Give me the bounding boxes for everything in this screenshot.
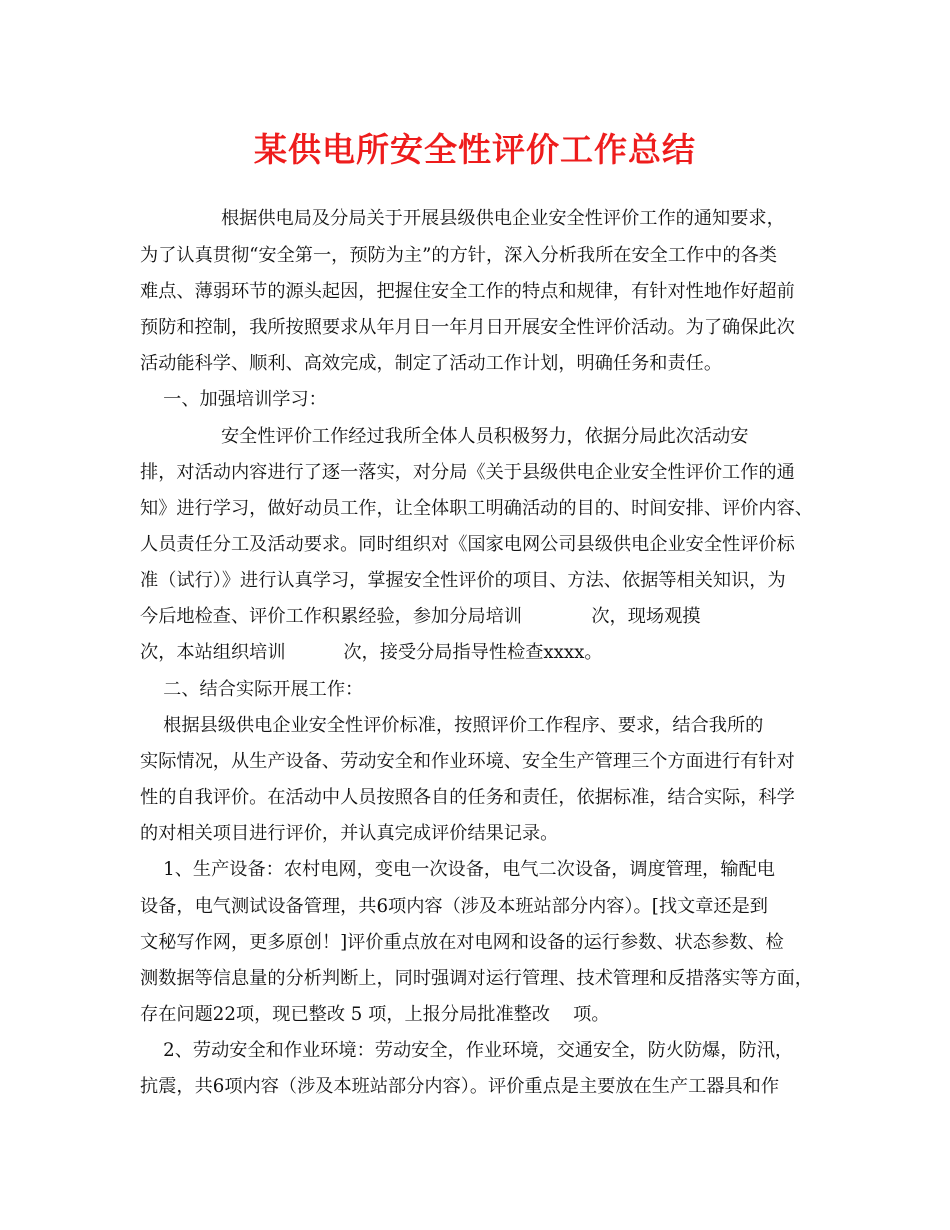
paragraph-line: 设备，电气测试设备管理，共6项内容（涉及本班站部分内容）。[找文章还是到 xyxy=(140,896,768,917)
paragraph-line: 为了认真贯彻“安全第一，预防为主”的方针，深入分析我所在安全工作中的各类 xyxy=(140,245,777,266)
paragraph-line: 排，对活动内容进行了逐一落实，对分局《关于县级供电企业安全性评价工作的通 xyxy=(140,462,795,483)
paragraph-line: 测数据等信息量的分析判断上，同时强调对运行管理、技术管理和反措落实等方面， xyxy=(140,968,813,989)
paragraph-line: 文秘写作网，更多原创！]评价重点放在对电网和设备的运行参数、状态参数、检 xyxy=(140,932,784,953)
paragraph-line: 2、劳动安全和作业环境：劳动安全，作业环境，交通安全，防火防爆，防汛， xyxy=(140,1040,794,1061)
paragraph-line: 预防和控制，我所按照要求从年月日一年月日开展安全性评价活动。为了确保此次 xyxy=(140,317,795,338)
paragraph-line: 安全性评价工作经过我所全体人员积极努力，依据分局此次活动安 xyxy=(140,426,749,447)
paragraph-line: 存在问题22项，现已整改 5 项，上报分局批准整改 项。 xyxy=(140,1004,610,1025)
paragraph-line: 活动能科学、顺利、高效完成，制定了活动工作计划，明确任务和责任。 xyxy=(140,353,723,374)
paragraph-line: 实际情况，从生产设备、劳动安全和作业环境、安全生产管理三个方面进行有针对 xyxy=(140,751,795,772)
paragraph-line: 根据供电局及分局关于开展县级供电企业安全性评价工作的通知要求， xyxy=(140,208,785,229)
paragraph-line: 今后地检查、评价工作积累经验，参加分局培训 次，现场观摸 xyxy=(140,606,701,627)
document-title: 某供电所安全性评价工作总结 xyxy=(254,130,696,169)
section-heading: 一、加强培训学习： xyxy=(140,389,327,410)
section-heading: 二、结合实际开展工作： xyxy=(140,679,364,700)
paragraph-line: 难点、薄弱环节的源头起因，把握住安全工作的特点和规律，有针对性地作好超前 xyxy=(140,281,795,302)
paragraph-line: 次，本站组织培训 次，接受分局指导性检查xxxx。 xyxy=(140,642,603,663)
paragraph-line: 知》进行学习，做好动员工作，让全体职工明确活动的目的、时间安排、评价内容、 xyxy=(140,498,813,519)
paragraph-line: 的对相关项目进行评价，并认真完成评价结果记录。 xyxy=(140,823,559,844)
paragraph-line: 根据县级供电企业安全性评价标准，按照评价工作程序、要求，结合我所的 xyxy=(140,715,764,736)
paragraph-line: 准（试行）》进行认真学习，掌握安全性评价的项目、方法、依据等相关知识，为 xyxy=(140,570,786,591)
paragraph-line: 抗震，共6项内容（涉及本班站部分内容）。评价重点是主要放在生产工器具和作 xyxy=(140,1076,780,1097)
paragraph-line: 1、生产设备：农村电网，变电一次设备，电气二次设备，调度管理，输配电 xyxy=(140,859,775,880)
paragraph-line: 人员责任分工及活动要求。同时组织对《国家电网公司县级供电企业安全性评价标 xyxy=(140,534,795,555)
paragraph-line: 性的自我评价。在活动中人员按照各自的任务和责任，依据标准，结合实际，科学 xyxy=(140,787,795,808)
